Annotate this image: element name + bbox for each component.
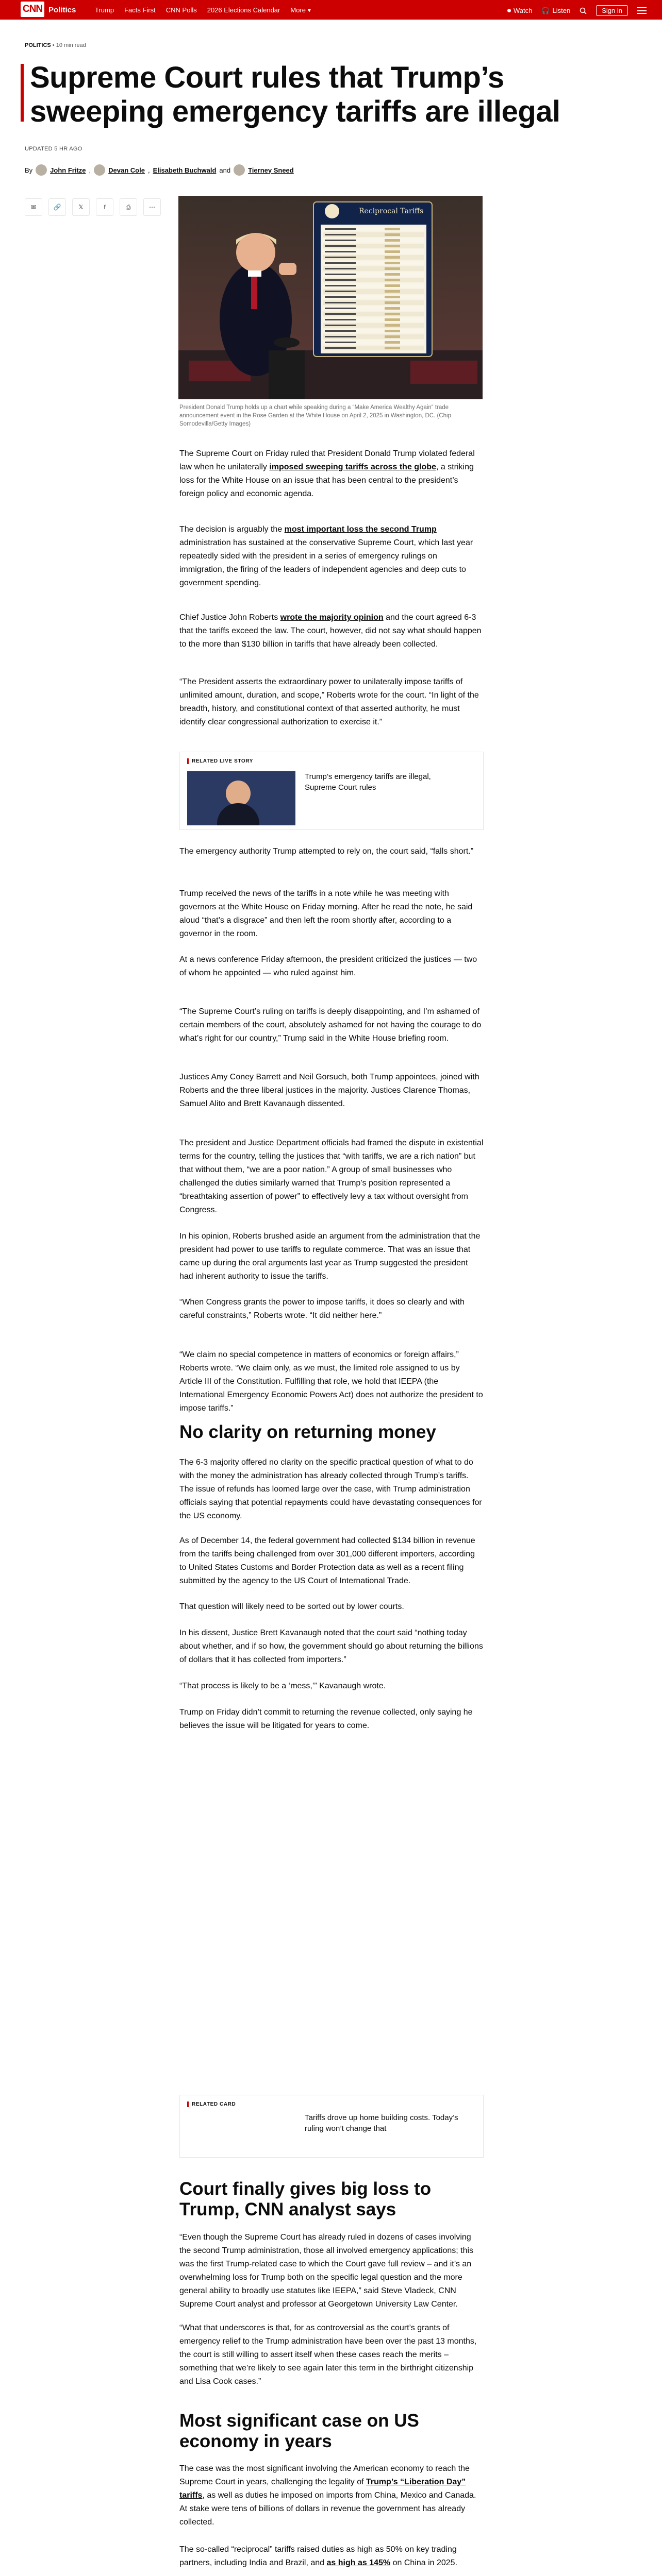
- chart-row-value: [385, 341, 400, 344]
- chart-row-value: [385, 279, 400, 281]
- chart-row-value: [385, 307, 400, 310]
- chart-row-text: [325, 257, 356, 258]
- article-paragraph: “We claim no special competence in matters of economics or foreign affairs,” Roberts wrote. “We claim only, as we must, the limited role assigned to us by Article III of the Constitution. Fulfilling that role, we hold that IEEPA (the International Emergency Economic Powers Act) does not authorize the president to impose tariffs.”: [179, 1350, 483, 1413]
- author-link[interactable]: John Fritze: [50, 166, 86, 174]
- chart-row-text: [325, 251, 356, 252]
- facebook-icon[interactable]: f: [96, 198, 113, 216]
- article-paragraph: Chief Justice John Roberts wrote the majority opinion and the court agreed 6-3 that the tariffs exceed the law. The court, however, did not say what should happen to the more than $130 billion in tariffs that have already been collected.: [179, 613, 482, 649]
- chart-row-value: [385, 262, 400, 264]
- sign-in-button[interactable]: Sign in: [596, 5, 628, 16]
- chart-row-text: [325, 279, 356, 281]
- chart-row-value: [385, 318, 400, 321]
- top-nav: [0, 0, 662, 20]
- related-card-thumbnail: [187, 2112, 295, 2151]
- article-paragraph: The so-called “reciprocal” tariffs raised duties as high as 50% on key trading partners, including India and Brazil, and as high as 145% on China in 2025.: [179, 2545, 458, 2567]
- updated-timestamp: UPDATED 5 HR AGO: [25, 146, 82, 152]
- article-paragraph: “When Congress grants the power to impose tariffs, it does so clearly and with careful constraints,” Roberts wrote. “It did neither here.”: [179, 1298, 465, 1320]
- article-paragraph: The case was the most significant involving the American economy to reach the Supreme Court in years, challenging the legality of Trump’s “Liberation Day” tariffs, as well as duties he imposed on imports from China, Mexico and Canada. At stake were tens of billions of dollars in revenue the government has already collected.: [179, 2464, 476, 2527]
- nav-link-cnn-polls[interactable]: CNN Polls: [166, 6, 197, 14]
- article-paragraph: At a news conference Friday afternoon, the president criticized the justices — two of whom he appointed — who ruled against him.: [179, 955, 477, 977]
- section-heading: No clarity on returning money: [179, 1422, 436, 1442]
- inline-link[interactable]: as high as 145%: [326, 2558, 391, 2567]
- kicker: POLITICS • 10 min read: [25, 42, 86, 48]
- nav-link-trump[interactable]: Trump: [95, 6, 114, 14]
- chart-title: Reciprocal Tariffs: [359, 207, 424, 215]
- related-card-label: RELATED CARD: [187, 2102, 476, 2107]
- author-link[interactable]: Tierney Sneed: [248, 166, 294, 174]
- cnn-logo[interactable]: CNN: [21, 2, 44, 17]
- related-live-story[interactable]: [179, 752, 484, 830]
- chart-row-value: [385, 335, 400, 338]
- article-paragraph: “The President asserts the extraordinary power to unilaterally impose tariffs of unlimited amount, duration, and scope,” Roberts wrote for the court. “In light of the breadth, history, and constitutional context of that asserted authority, he must identify clear congressional authorization to exercise it.”: [179, 677, 479, 726]
- chart-row-text: [325, 302, 356, 303]
- article-paragraph: In his opinion, Roberts brushed aside an argument from the administration that the president had power to use tariffs to regulate commerce. That was an issue that came up during the oral arguments last year as Trump suggested the president had inherent authority to issue the tariffs.: [179, 1232, 481, 1281]
- link-icon[interactable]: 🔗: [48, 198, 66, 216]
- live-dot-icon: [507, 9, 511, 12]
- chart-row-value: [385, 296, 400, 298]
- author-link[interactable]: Devan Cole: [108, 166, 145, 174]
- chart-row-value: [385, 250, 400, 253]
- chart-row-value: [385, 347, 400, 349]
- nav-right: [507, 5, 647, 16]
- print-icon[interactable]: ⎙: [120, 198, 137, 216]
- article-paragraph: Justices Amy Coney Barrett and Neil Gorsuch, both Trump appointees, joined with Roberts and the three liberal justices in the majority. Justices Clarence Thomas, Samuel Alito and Brett Kavanaugh dissented.: [179, 1073, 479, 1108]
- more-icon[interactable]: ⋯: [143, 198, 161, 216]
- related-story-thumbnail: [187, 771, 295, 825]
- inline-link[interactable]: imposed sweeping tariffs across the globe: [269, 463, 436, 471]
- author-avatar: [94, 164, 105, 176]
- chart-row-text: [325, 336, 356, 337]
- related-story-label: RELATED LIVE STORY: [187, 758, 476, 764]
- search-icon[interactable]: [580, 7, 587, 14]
- chart-row-value: [385, 256, 400, 259]
- chart-row-text: [325, 313, 356, 315]
- inline-link[interactable]: Trump’s “Liberation Day” tariffs: [179, 2478, 466, 2500]
- nav-link-elections-calendar[interactable]: 2026 Elections Calendar: [207, 6, 280, 14]
- chart-row-text: [325, 296, 356, 298]
- article-paragraph: “What that underscores is that, for as controversial as the court’s grants of emergency relief to the Trump administration have been over the past 13 months, the court is still willing to assert itself when these cases reach the merits – something that we’re likely to see again later this term in the birthright citizenship and Lisa Cook cases.”: [179, 2324, 477, 2386]
- article-paragraph: As of December 14, the federal government had collected $134 billion in revenue from the tariffs being challenged from over 301,000 different importers, according to United States Customs and Border Protection data as well as a recent filing submitted by the agency to the US Court of International Trade.: [179, 1536, 475, 1585]
- article-paragraph: The president and Justice Department officials had framed the dispute in existential terms for the country, telling the justices that “with tariffs, we are a rich nation” but that without them, “we are a poor nation.” A group of small businesses who challenged the duties similarly warned that Trump’s position represented a “breathtaking assertion of power” to effectively levy a tax without oversight from Congress.: [179, 1139, 484, 1214]
- article-paragraph: The 6-3 majority offered no clarity on the specific practical question of what to do with the money the administration has already collected through Trump’s tariffs. The issue of refunds has loomed large over the case, with Trump administration officials saying that potential repayments could have devastating consequences for the US economy.: [179, 1458, 482, 1520]
- email-icon[interactable]: ✉: [25, 198, 42, 216]
- chart-row-value: [385, 273, 400, 276]
- chart-row-text: [325, 234, 356, 235]
- chart-row-value: [385, 301, 400, 304]
- chart-row-text: [325, 319, 356, 320]
- chart-row-text: [325, 347, 356, 349]
- chart-row-value: [385, 233, 400, 236]
- chart-row-text: [325, 240, 356, 241]
- page-title: Supreme Court rules that Trump’s sweeping emergency tariffs are illegal: [30, 61, 560, 128]
- related-card[interactable]: [179, 2095, 484, 2158]
- chart-row-value: [385, 267, 400, 270]
- section-heading: Most significant case on US economy in years: [179, 2411, 419, 2451]
- read-time: 10 min read: [56, 42, 86, 48]
- chart-row-value: [385, 324, 400, 327]
- chart-row-text: [325, 274, 356, 275]
- article-paragraph: The emergency authority Trump attempted to rely on, the court said, “falls short.”: [179, 847, 474, 856]
- headline-accent-bar: [21, 64, 24, 122]
- article-paragraph: In his dissent, Justice Brett Kavanaugh noted that the court said “nothing today about whether, and if so how, the government should go about returning the billions of dollars that it has collected from importers.”: [179, 1629, 483, 1664]
- chart-row-value: [385, 313, 400, 315]
- hero-image[interactable]: [178, 196, 483, 399]
- nav-link-more[interactable]: [290, 6, 311, 14]
- related-card-title: Tariffs drove up home building costs. Today’s ruling won’t change that: [305, 2113, 458, 2133]
- x-icon[interactable]: 𝕏: [72, 198, 90, 216]
- listen-button[interactable]: [541, 7, 570, 15]
- article-paragraph: The Supreme Court on Friday ruled that President Donald Trump violated federal law when he unilaterally imposed sweeping tariffs across the globe, a striking loss for the White House on an issue that has been central to the president’s foreign policy and economic agenda.: [179, 449, 475, 498]
- nav-links: [95, 6, 311, 14]
- chart-row-text: [325, 285, 356, 286]
- chart-row-value: [385, 330, 400, 332]
- author-avatar: [36, 164, 47, 176]
- watch-button[interactable]: [507, 7, 532, 14]
- chart-row-text: [325, 342, 356, 343]
- article-paragraph: “The Supreme Court’s ruling on tariffs is deeply disappointing, and I’m ashamed of certain members of the court, absolutely ashamed for not having the courage to do what’s right for our country,” Trump said in the White House briefing room.: [179, 1007, 482, 1043]
- chevron-down-icon: ▾: [307, 6, 311, 14]
- nav-more-label: More: [290, 6, 306, 14]
- article-paragraph: “Even though the Supreme Court has already ruled in dozens of cases involving the second Trump administration, those all involved emergency applications; this was the first Trump-related case to which the Court gave full review – and it’s an overwhelming loss for Trump both on the specific legal question and the more general ability to broadly use statutes like IEEPA,” said Steve Vladeck, CNN Supreme Court analyst and professor at Georgetown University Law Center.: [179, 2233, 474, 2309]
- nav-link-facts-first[interactable]: Facts First: [124, 6, 156, 14]
- chart-row-value: [385, 284, 400, 287]
- inline-link[interactable]: most important loss the second Trump: [284, 525, 437, 534]
- article-paragraph: The decision is arguably the most important loss the second Trump administration has sustained at the conservative Supreme Court, which last year repeatedly sided with the president in a series of emergency rulings on immigration, the firing of the leaders of independent agencies and deep cuts to government spending.: [179, 525, 473, 587]
- chart-row-value: [385, 290, 400, 293]
- chart-row-text: [325, 228, 356, 230]
- section-heading: Court finally gives big loss to Trump, CNN analyst says: [179, 2179, 432, 2219]
- chart-row-text: [325, 325, 356, 326]
- watch-label: Watch: [514, 7, 533, 14]
- share-bar: [25, 198, 161, 216]
- chart-row-value: [385, 245, 400, 247]
- article-paragraph: That question will likely need to be sorted out by lower courts.: [179, 1602, 404, 1611]
- related-story-title: Trump’s emergency tariffs are illegal, Supreme Court rules: [305, 772, 431, 792]
- nav-section-politics[interactable]: Politics: [48, 6, 76, 14]
- chart-row-value: [385, 239, 400, 242]
- inline-link[interactable]: wrote the majority opinion: [280, 613, 384, 622]
- chart-row-text: [325, 245, 356, 247]
- chart-row-text: [325, 262, 356, 264]
- image-caption: President Donald Trump holds up a chart while speaking during a “Make America Wealthy Again” trade announcement event in the Rose Garden at the White House on April 2, 2025 in Washington, DC. (Chip Somodevilla/Getty Images): [179, 404, 451, 427]
- chart-row-text: [325, 330, 356, 332]
- article-paragraph: “That process is likely to be a ‘mess,’” Kavanaugh wrote.: [179, 1682, 386, 1690]
- article-paragraph: Trump received the news of the tariffs in a note while he was meeting with governors at the White House on Friday morning. After he read the note, he said aloud “that’s a disgrace” and then left the room shortly after, according to a governor in the room.: [179, 889, 473, 938]
- listen-label: Listen: [552, 7, 571, 14]
- byline: By John Fritze , Devan Cole , Elisabeth Buchwald and Tierney Sneed: [25, 164, 294, 176]
- chart-row-text: [325, 268, 356, 269]
- chart-row-value: [385, 228, 400, 230]
- headphones-icon: 🎧: [541, 6, 550, 14]
- author-link[interactable]: Elisabeth Buchwald: [153, 166, 217, 174]
- menu-icon[interactable]: [637, 7, 647, 14]
- chart-row-text: [325, 291, 356, 292]
- chart-row-text: [325, 308, 356, 309]
- kicker-section[interactable]: POLITICS: [25, 42, 51, 48]
- byline-prefix: By: [25, 166, 33, 174]
- author-avatar: [234, 164, 245, 176]
- article-paragraph: Trump on Friday didn’t commit to returning the revenue collected, only saying he believes the issue will be litigated for years to come.: [179, 1708, 473, 1730]
